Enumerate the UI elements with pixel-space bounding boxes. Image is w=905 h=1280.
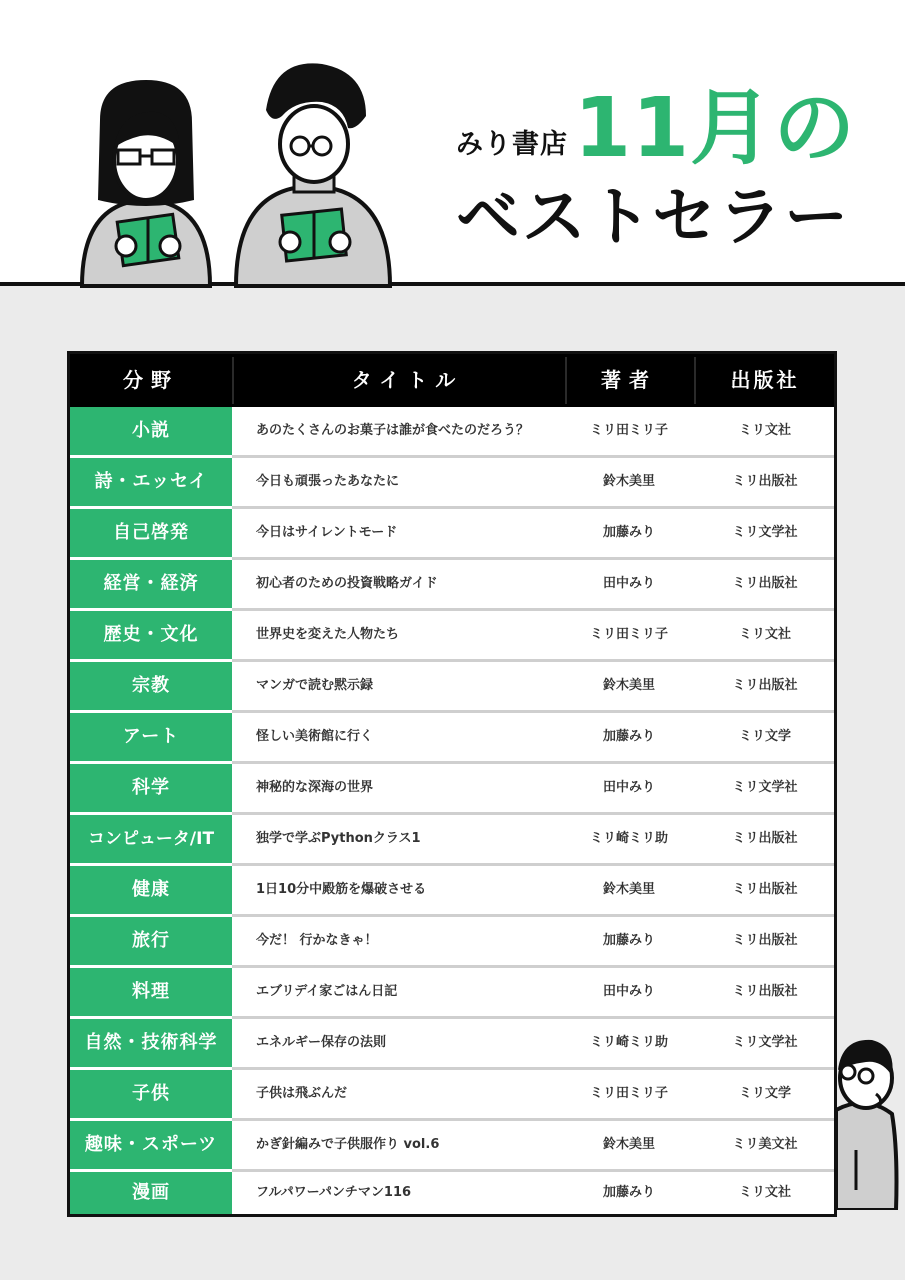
publisher-cell: ミリ出版社: [732, 882, 798, 897]
author-cell: ミリ崎ミリ助: [589, 831, 668, 846]
category-cell: 経営・経済: [70, 560, 232, 608]
title-cell: 神秘的な深海の世界: [256, 780, 374, 795]
table-row: [70, 968, 834, 1016]
category-cell: 漫画: [70, 1172, 232, 1214]
author-cell: 田中みり: [602, 576, 655, 591]
table-row: [70, 1121, 834, 1169]
author-cell: 田中みり: [602, 780, 655, 795]
category-cell: アート: [70, 713, 232, 761]
publisher-cell: ミリ文社: [738, 1185, 791, 1200]
author-cell: 鈴木美里: [602, 882, 655, 897]
publisher-cell: ミリ文学: [738, 1086, 791, 1101]
table-header: [70, 354, 834, 407]
author-cell: ミリ田ミリ子: [589, 423, 668, 438]
table-row: [70, 713, 834, 761]
title-cell: 今日はサイレントモード: [256, 525, 398, 540]
author-cell: 加藤みり: [602, 729, 655, 744]
table-row: [70, 509, 834, 557]
table-row: [70, 407, 834, 455]
category-cell: 自己啓発: [70, 509, 232, 557]
author-cell: 加藤みり: [602, 1185, 655, 1200]
publisher-cell: ミリ出版社: [732, 678, 798, 693]
publisher-cell: ミリ出版社: [732, 474, 798, 489]
category-cell: 宗教: [70, 662, 232, 710]
table-row: [70, 1172, 834, 1214]
author-cell: ミリ崎ミリ助: [589, 1035, 668, 1050]
table-row: [70, 662, 834, 710]
author-cell: ミリ田ミリ子: [589, 1086, 668, 1101]
publisher-cell: ミリ文社: [738, 627, 791, 642]
author-cell: 加藤みり: [602, 525, 655, 540]
table-row: [70, 560, 834, 608]
author-cell: 鈴木美里: [602, 1137, 655, 1152]
month-title: 11月の: [574, 81, 857, 176]
category-cell: 歴史・文化: [70, 611, 232, 659]
peeking-person-illustration: [826, 1030, 905, 1210]
category-cell: 自然・技術科学: [70, 1019, 232, 1067]
category-cell: 健康: [70, 866, 232, 914]
category-cell: 詩・エッセイ: [70, 458, 232, 506]
column-header-author: 著者: [601, 368, 657, 392]
table-row: [70, 815, 834, 863]
table-row: [70, 1019, 834, 1067]
title-cell: 子供は飛ぶんだ: [256, 1086, 348, 1101]
publisher-cell: ミリ出版社: [732, 933, 798, 948]
column-header-publisher: 出版社: [730, 368, 800, 392]
category-cell: 科学: [70, 764, 232, 812]
author-cell: 加藤みり: [602, 933, 655, 948]
title-cell: フルパワーパンチマン116: [256, 1185, 412, 1200]
title-cell: エネルギー保存の法則: [256, 1035, 387, 1050]
category-cell: コンピュータ/IT: [70, 815, 232, 863]
title-cell: エブリデイ家ごはん日記: [256, 984, 398, 999]
table-row: [70, 1070, 834, 1118]
publisher-cell: ミリ出版社: [732, 576, 798, 591]
title-cell: 1日10分中殿筋を爆破させる: [256, 882, 427, 897]
publisher-cell: ミリ文学社: [732, 1035, 798, 1050]
title-cell: 世界史を変えた人物たち: [256, 627, 400, 642]
bestseller-table: [67, 351, 837, 1217]
column-header-category: 分野: [123, 368, 179, 392]
category-cell: 趣味・スポーツ: [70, 1121, 232, 1169]
title-cell: あのたくさんのお菓子は誰が食べたのだろう？: [256, 423, 530, 438]
table-row: [70, 458, 834, 506]
table-row: [70, 917, 834, 965]
author-cell: ミリ田ミリ子: [589, 627, 668, 642]
category-cell: 子供: [70, 1070, 232, 1118]
title-cell: 今日も頑張ったあなたに: [256, 474, 400, 489]
publisher-cell: ミリ文学: [738, 729, 791, 744]
column-header-title: タイトル: [351, 368, 464, 392]
publisher-cell: ミリ文社: [738, 423, 791, 438]
table-row: [70, 866, 834, 914]
author-cell: 鈴木美里: [602, 678, 655, 693]
title-cell: かぎ針編みで子供服作り vol.6: [256, 1137, 440, 1152]
title-cell: 初心者のための投資戦略ガイド: [256, 576, 438, 591]
author-cell: 鈴木美里: [602, 474, 655, 489]
store-name: みり書店: [456, 129, 568, 160]
title-cell: 独学で学ぶPythonクラス1: [256, 831, 421, 846]
title-cell: マンガで読む黙示録: [256, 678, 374, 693]
header-area: [0, 0, 905, 286]
publisher-cell: ミリ美文社: [732, 1137, 798, 1152]
header-divider: [232, 357, 234, 404]
publisher-cell: ミリ出版社: [732, 831, 798, 846]
title-cell: 今だ！ 行かなきゃ！: [256, 933, 378, 948]
title-cell: 怪しい美術館に行く: [256, 729, 374, 744]
heading: [456, 81, 876, 255]
table-body: [70, 407, 834, 1214]
publisher-cell: ミリ文学社: [732, 780, 798, 795]
category-cell: 旅行: [70, 917, 232, 965]
two-readers-with-books-illustration: [60, 50, 420, 290]
table-row: [70, 764, 834, 812]
category-cell: 小説: [70, 407, 232, 455]
publisher-cell: ミリ出版社: [732, 984, 798, 999]
author-cell: 田中みり: [602, 984, 655, 999]
publisher-cell: ミリ文学社: [732, 525, 798, 540]
category-cell: 料理: [70, 968, 232, 1016]
page-title: ベストセラー: [456, 181, 851, 255]
table-row: [70, 611, 834, 659]
